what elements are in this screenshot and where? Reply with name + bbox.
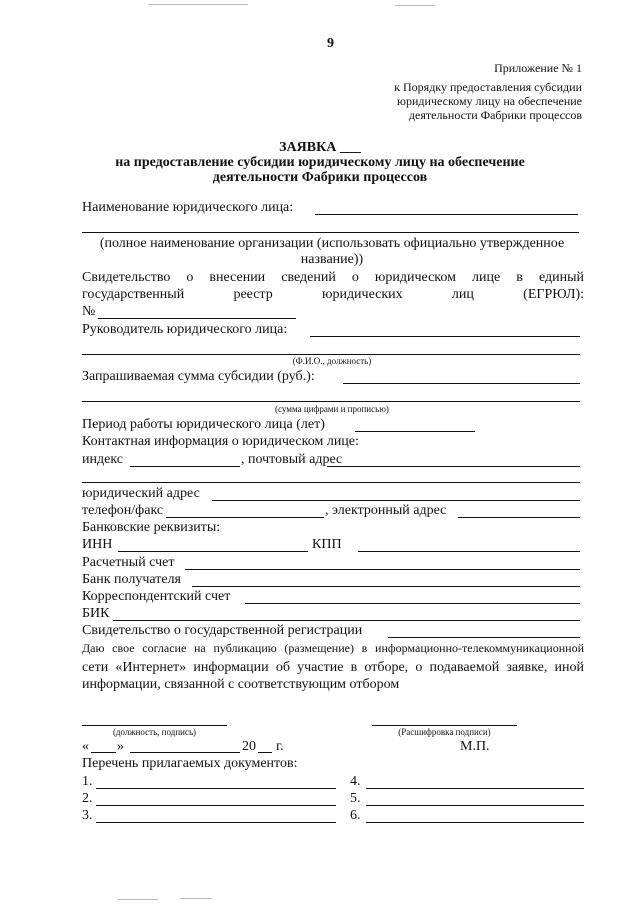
document-line[interactable]	[96, 822, 336, 823]
consent-text: сети «Интернет» информации об участие в отборе, о подаваемой заявке, иной	[82, 660, 584, 675]
document-line[interactable]	[366, 805, 584, 806]
account-line[interactable]	[185, 569, 580, 570]
appendix-line: юридическому лицу на обеспечение	[397, 94, 582, 108]
bik-label: БИК	[82, 606, 110, 621]
document-line[interactable]	[96, 805, 336, 806]
amount-hint: (сумма цифрами и прописью)	[275, 404, 389, 414]
document-number: 1.	[82, 774, 93, 789]
scan-artifact	[395, 5, 435, 6]
bank-line[interactable]	[192, 586, 580, 587]
egrul-label: государственный реестр юридических лиц (ЕГРЮЛ):	[82, 287, 584, 302]
document-number: 5.	[350, 791, 361, 806]
stamp-label: М.П.	[460, 739, 490, 754]
scan-artifact	[148, 4, 248, 5]
org-name-line-2[interactable]	[82, 232, 579, 233]
page-number: 9	[327, 36, 334, 51]
inn-label: ИНН	[82, 537, 113, 552]
form-subtitle: на предоставление субсидии юридическому лицу на обеспечение	[115, 155, 525, 170]
org-name-hint: (полное наименование организации (использовать официально утвержденное	[99, 236, 565, 251]
amount-label: Запрашиваемая сумма субсидии (руб.):	[82, 369, 315, 384]
position-signature-hint: (должность, подпись)	[112, 727, 197, 737]
appendix-line: к Порядку предоставления субсидии	[394, 80, 582, 94]
date-day-line[interactable]	[91, 752, 116, 753]
document-line[interactable]	[96, 788, 336, 789]
date-open-quote: «	[82, 739, 89, 754]
index-label: индекс	[82, 452, 123, 467]
egrul-label: Свидетельство о внесении сведений о юридическом лице в единый	[82, 270, 584, 285]
account-label: Расчетный счет	[82, 555, 175, 570]
bik-line[interactable]	[113, 620, 580, 621]
bank-details-label: Банковские реквизиты:	[82, 520, 221, 535]
kpp-label: КПП	[312, 537, 342, 552]
amount-line[interactable]	[343, 383, 580, 384]
date-year-line[interactable]	[258, 752, 272, 753]
document-number: 4.	[350, 774, 361, 789]
signature-decoding-line[interactable]	[372, 725, 517, 726]
kpp-line[interactable]	[358, 551, 580, 552]
document-line[interactable]	[366, 788, 584, 789]
org-name-hint: название))	[300, 252, 364, 267]
corr-account-label: Корреспондентский счет	[82, 589, 231, 604]
egrul-number-label: №	[82, 304, 96, 319]
document-line[interactable]	[366, 822, 584, 823]
legal-address-label: юридический адрес	[82, 486, 200, 501]
document-number: 6.	[350, 808, 361, 823]
phone-line[interactable]	[166, 517, 324, 518]
consent-text: Даю свое согласие на публикацию (размещение) в информационно-телекоммуникационной	[82, 641, 584, 655]
date-year-suffix: г.	[276, 739, 284, 754]
index-line[interactable]	[130, 466, 240, 467]
scan-artifact	[118, 899, 158, 900]
document-number: 2.	[82, 791, 93, 806]
signature-decoding-hint: (Расшифровка подписи)	[398, 727, 491, 737]
state-reg-line[interactable]	[388, 637, 580, 638]
head-line-2[interactable]	[82, 354, 580, 355]
head-hint: (Ф.И.О., должность)	[292, 356, 372, 366]
phone-label: телефон/факс	[82, 503, 164, 518]
position-signature-line[interactable]	[82, 725, 227, 726]
date-month-line[interactable]	[130, 752, 240, 753]
period-line[interactable]	[355, 431, 475, 432]
legal-address-line[interactable]	[212, 500, 580, 501]
period-label: Период работы юридического лица (лет)	[82, 417, 325, 432]
appendix-line: деятельности Фабрики процессов	[408, 108, 582, 122]
egrul-number-line[interactable]	[98, 318, 296, 319]
date-close-quote: »	[117, 739, 124, 754]
head-label: Руководитель юридического лица:	[82, 322, 288, 337]
email-line[interactable]	[458, 517, 580, 518]
consent-text: информации, связанной с соответствующим отбором	[82, 677, 400, 692]
form-subtitle: деятельности Фабрики процессов	[212, 170, 428, 185]
head-line[interactable]	[310, 336, 580, 337]
state-reg-label: Свидетельство о государственной регистрации	[82, 623, 363, 638]
documents-title: Перечень прилагаемых документов:	[82, 756, 298, 771]
appendix-title: Приложение № 1	[494, 61, 582, 75]
bank-label: Банк получателя	[82, 572, 181, 587]
scan-artifact	[180, 898, 212, 899]
postal-address-line-2[interactable]	[82, 482, 580, 483]
amount-line-2[interactable]	[82, 401, 580, 402]
postal-address-line[interactable]	[327, 466, 580, 467]
postal-address-label: , почтовый адрес	[241, 452, 343, 467]
document-number: 3.	[82, 808, 93, 823]
inn-line[interactable]	[118, 551, 308, 552]
corr-account-line[interactable]	[245, 603, 580, 604]
email-label: , электронный адрес	[325, 503, 447, 518]
org-name-label: Наименование юридического лица:	[82, 200, 294, 215]
contacts-label: Контактная информация о юридическом лице:	[82, 434, 359, 449]
date-year-prefix: 20	[242, 739, 256, 754]
org-name-line[interactable]	[315, 214, 578, 215]
form-title: ЗАЯВКА ___	[279, 140, 361, 155]
